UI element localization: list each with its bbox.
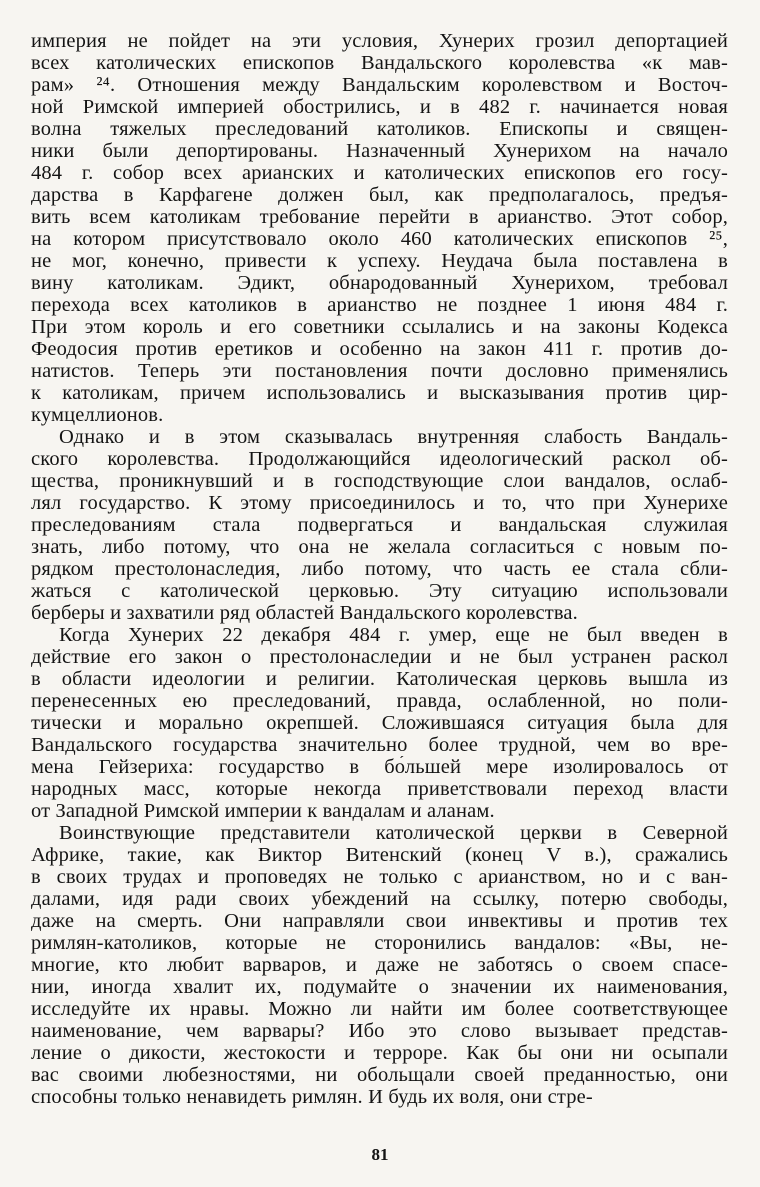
page-number: 81 [371, 1145, 389, 1164]
text-line: в области идеологии и религии. Католическая церковь вышла из [31, 668, 728, 690]
text-line: Феодосия против еретиков и особенно на закон 411 г. против до- [31, 338, 728, 360]
text-line: преследованиям стала подвергаться и вандальская служилая [31, 514, 728, 536]
text-line: При этом король и его советники ссылались и на законы Кодекса [31, 316, 728, 338]
text-line: многие, кто любит варваров, и даже не заботясь о своем спасе- [31, 954, 728, 976]
text-line: ной Римской империей обострились, и в 482 г. начинается новая [31, 96, 728, 118]
text-line: Африке, такие, как Виктор Витенский (конец V в.), сражались [31, 844, 728, 866]
text-line: не мог, конечно, привести к успеху. Неудача была поставлена в [31, 250, 728, 272]
text-line: действие его закон о престолонаследии и не был устранен раскол [31, 646, 728, 668]
text-line: рядком престолонаследия, либо потому, что часть ее стала сбли- [31, 558, 728, 580]
text-line: перехода всех католиков в арианство не позднее 1 июня 484 г. [31, 294, 728, 316]
paragraph [31, 822, 728, 1108]
text-line: от Западной Римской империи к вандалам и аланам. [31, 800, 495, 822]
text-line: исследуйте их нравы. Можно ли найти им более соответствующее [31, 998, 728, 1020]
text-line: ление о дикости, жестокости и терроре. Как бы они ни осыпали [31, 1042, 728, 1064]
text-line: народных масс, которые некогда приветствовали переход власти [31, 778, 728, 800]
text-line: Воинствующие представители католической церкви в Северной [59, 822, 728, 844]
paragraph [31, 30, 728, 426]
text-line: на котором присутствовало около 460 католических епископов ²⁵, [31, 228, 728, 250]
text-line: берберы и захватили ряд областей Вандальского королевства. [31, 602, 578, 624]
text-line: 484 г. собор всех арианских и католических епископов его госу- [31, 162, 728, 184]
text-line: знать, либо потому, что она не желала согласиться с новым по- [31, 536, 728, 558]
text-line: римлян-католиков, которые не сторонились вандалов: «Вы, не- [31, 932, 728, 954]
text-line: ского королевства. Продолжающийся идеологический раскол об- [31, 448, 728, 470]
text-line: даже на смерть. Они направляли свои инвективы и против тех [31, 910, 728, 932]
paragraph [31, 624, 728, 822]
text-line: империя не пойдет на эти условия, Хунерих грозил депортацией [31, 30, 728, 52]
text-line: наименование, чем варвары? Ибо это слово вызывает представ- [31, 1020, 728, 1042]
text-line: Однако и в этом сказывалась внутренняя слабость Вандаль- [59, 426, 728, 448]
text-line: вить всем католикам требование перейти в арианство. Этот собор, [31, 206, 728, 228]
text-line: Вандальского государства значительно более трудной, чем во вре- [31, 734, 728, 756]
text-line: кумцеллионов. [31, 404, 164, 426]
text-line: ники были депортированы. Назначенный Хунерихом на начало [31, 140, 728, 162]
text-line: всех католических епископов Вандальского королевства «к мав- [31, 52, 728, 74]
text-line: натистов. Теперь эти постановления почти дословно применялись [31, 360, 728, 382]
paragraph [31, 426, 728, 624]
text-line: далами, идя ради своих убеждений на ссылку, потерю свободы, [31, 888, 728, 910]
text-line: волна тяжелых преследований католиков. Епископы и священ- [31, 118, 728, 140]
text-line: к католикам, причем использовались и высказывания против цир- [31, 382, 728, 404]
text-line: вину католикам. Эдикт, обнародованный Хунерихом, требовал [31, 272, 728, 294]
text-line: мена Гейзериха: государство в бо́льшей мере изолировалось от [31, 756, 728, 778]
text-line: дарства в Карфагене должен был, как предполагалось, предъя- [31, 184, 728, 206]
text-line: способны только ненавидеть римлян. И будь их воля, они стре- [31, 1086, 593, 1108]
text-line: щества, проникнувший и в господствующие слои вандалов, ослаб- [31, 470, 728, 492]
body-text [31, 30, 728, 1108]
text-line: рам» ²⁴. Отношения между Вандальским королевством и Восточ- [31, 74, 728, 96]
text-line: лял государство. К этому присоединилось и то, что при Хунерихе [31, 492, 728, 514]
text-line: в своих трудах и проповедях не только с арианством, но и с ван- [31, 866, 728, 888]
text-line: тически и морально окрепшей. Сложившаяся ситуация была для [31, 712, 728, 734]
text-line: перенесенных ею преследований, правда, ослабленной, но поли- [31, 690, 728, 712]
text-line: нии, иногда хвалит их, подумайте о значении их наименования, [31, 976, 728, 998]
text-line: жаться с католической церковью. Эту ситуацию использовали [31, 580, 728, 602]
text-line: Когда Хунерих 22 декабря 484 г. умер, еще не был введен в [59, 624, 728, 646]
text-line: вас своими любезностями, ни обольщали своей преданностью, они [31, 1064, 728, 1086]
